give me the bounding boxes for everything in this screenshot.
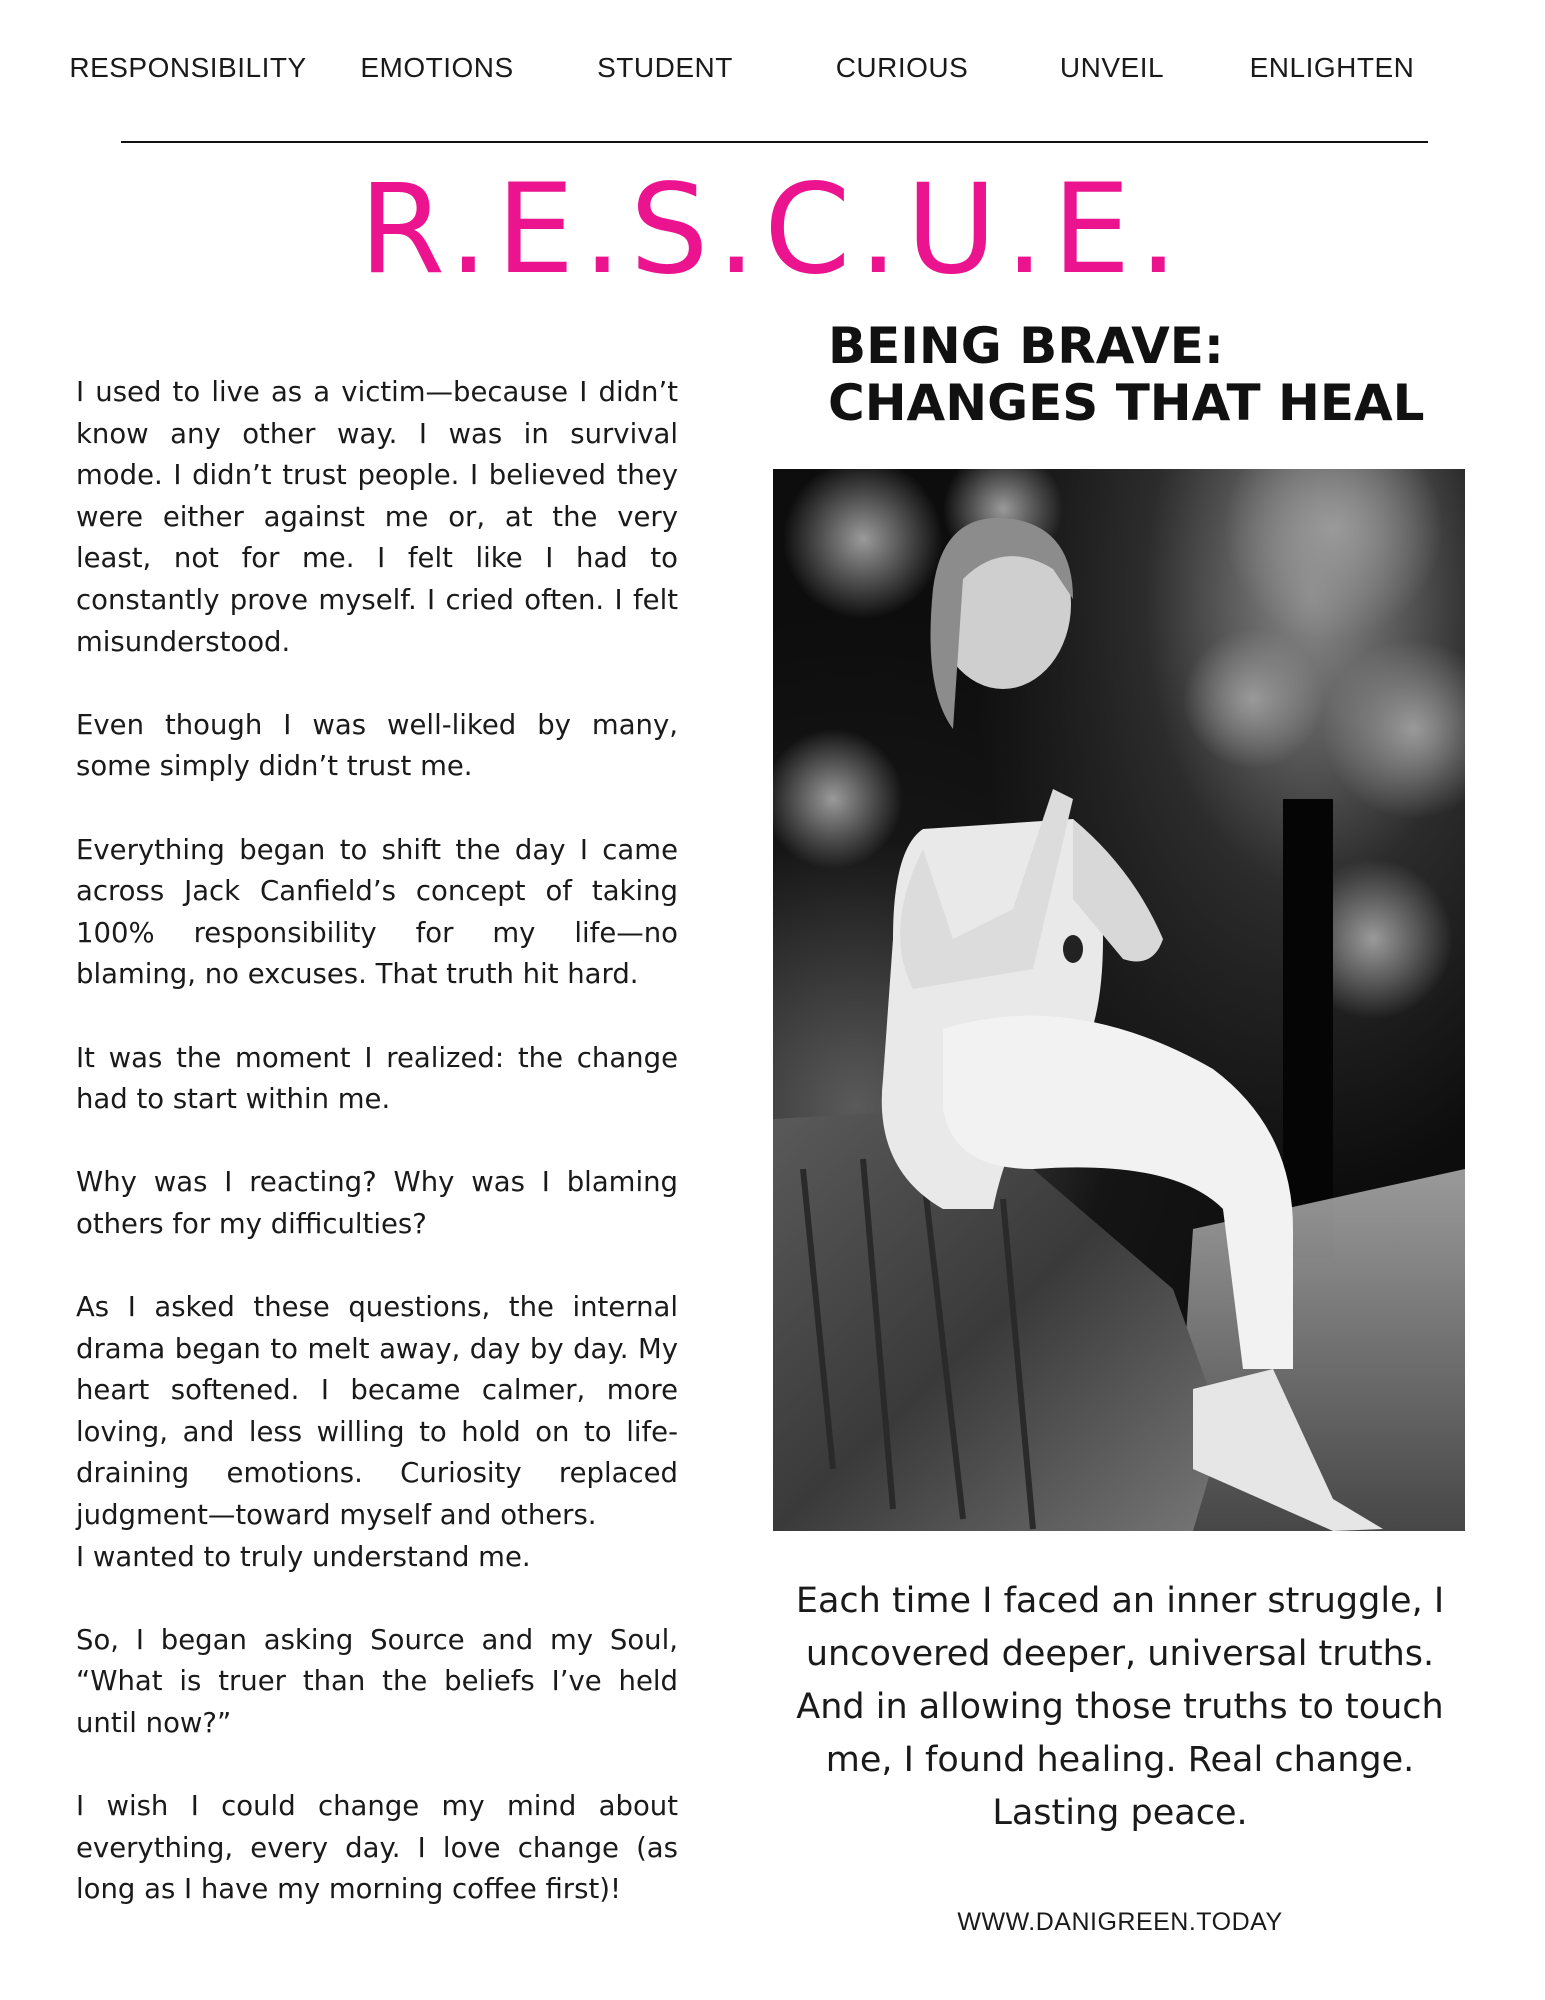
nav-item-responsibility: RESPONSIBILITY [69, 52, 307, 83]
website-url[interactable]: WWW.DANIGREEN.TODAY [957, 1908, 1283, 1936]
nav-item-enlighten: ENLIGHTEN [1249, 52, 1415, 83]
nav-item-curious: CURIOUS [835, 52, 969, 83]
body-paragraph: I wanted to truly understand me. [76, 1540, 531, 1573]
pull-quote: Each time I faced an inner struggle, I uncovered deeper, universal truths. And in allowing those truths to touch me, I found healing. Real change. Lasting peace. [795, 1581, 1445, 1833]
body-paragraph: Everything began to shift the day I came across Jack Canfield’s concept of taking 100% responsibility for my life—no blaming, no excuses. That truth hit hard. [76, 833, 678, 991]
body-paragraph: Why was I reacting? Why was I blaming others for my difficulties? [76, 1166, 678, 1240]
body-paragraph: I wish I could change my mind about everything, every day. I love change (as long as I have my morning coffee first)! [76, 1790, 678, 1906]
headline-line-2: CHANGES THAT HEAL [828, 374, 1425, 432]
article-headline [828, 318, 1468, 432]
meditation-photo [773, 469, 1465, 1531]
body-paragraph: I used to live as a victim—because I didn’t know any other way. I was in survival mode. I didn’t trust people. I believed they were either against me or, at the very least, not for me. I felt like I had to constantly prove myself. I cried often. I felt misunderstood. [76, 376, 678, 658]
body-paragraph: As I asked these questions, the internal drama began to melt away, day by day. My heart softened. I became calmer, more loving, and less willing to hold on to life-draining emotions. Curiosity replaced judgment—toward myself and others. [76, 1291, 678, 1532]
nav-item-unveil: UNVEIL [1059, 52, 1165, 83]
body-paragraph: It was the moment I realized: the change had to start within me. [76, 1041, 678, 1116]
nav-item-emotions: EMOTIONS [360, 52, 514, 83]
headline-line-1: BEING BRAVE: [828, 317, 1224, 375]
article-body [76, 372, 678, 1953]
top-nav [0, 52, 1545, 92]
nav-item-student: STUDENT [597, 52, 733, 83]
page-title: R.E.S.C.U.E. [359, 158, 1186, 302]
header-divider [121, 141, 1428, 143]
body-paragraph: So, I began asking Source and my Soul, “What is truer than the beliefs I’ve held until now?” [76, 1623, 678, 1739]
body-paragraph: Even though I was well-liked by many, some simply didn’t trust me. [76, 708, 678, 783]
photo-illustration [773, 469, 1465, 1531]
